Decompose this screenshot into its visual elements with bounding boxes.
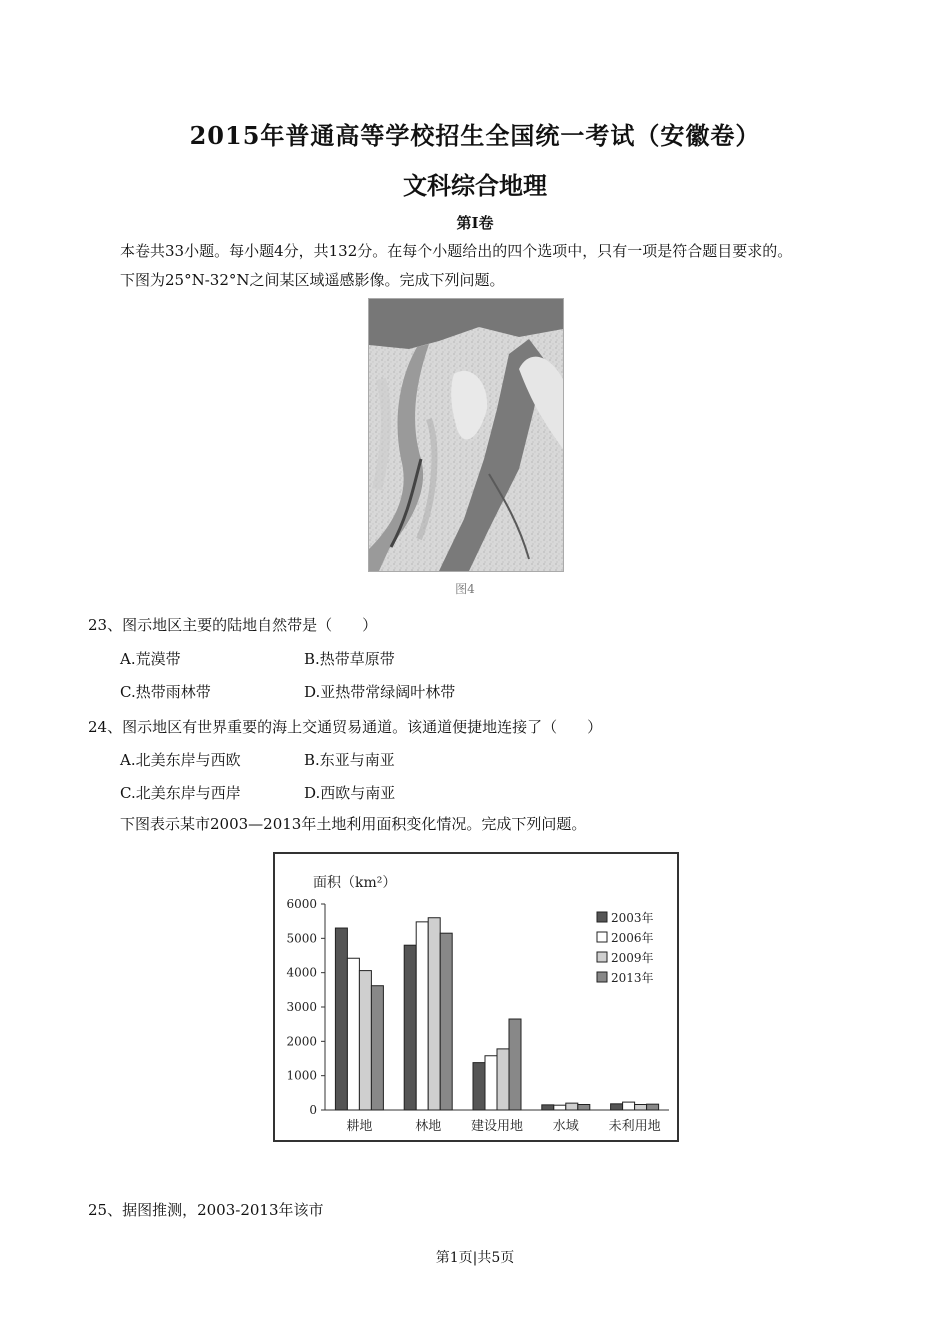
question-23-option-a: A.荒漠带 xyxy=(120,650,181,668)
question-24-option-c: C.北美东岸与西岸 xyxy=(120,784,241,802)
question-24-stem: 24、图示地区有世界重要的海上交通贸易通道。该通道便捷地连接了（ ） xyxy=(88,718,603,736)
question-23-option-c: C.热带雨林带 xyxy=(120,683,211,701)
y-tick-label: 1000 xyxy=(286,1068,317,1083)
bar-0-1 xyxy=(404,945,416,1110)
legend-swatch-0 xyxy=(597,912,607,922)
question-24-option-b: B.东亚与南亚 xyxy=(304,751,395,769)
exam-title: 2015年普通高等学校招生全国统一考试（安徽卷） xyxy=(189,121,761,150)
section-heading: 第Ⅰ卷 xyxy=(456,214,494,232)
bar-2-3 xyxy=(566,1103,578,1110)
legend-label-2: 2009年 xyxy=(611,951,654,965)
y-tick-label: 5000 xyxy=(286,931,317,946)
y-tick-label: 6000 xyxy=(286,897,317,911)
x-tick-label: 建设用地 xyxy=(470,1119,524,1134)
x-tick-label: 耕地 xyxy=(346,1119,373,1134)
bar-3-0 xyxy=(371,986,383,1110)
satellite-image xyxy=(368,298,564,572)
x-tick-label: 未利用地 xyxy=(608,1119,661,1134)
legend-swatch-2 xyxy=(597,952,607,962)
bar-0-3 xyxy=(542,1105,554,1110)
bar-0-0 xyxy=(335,928,347,1110)
y-tick-label: 0 xyxy=(309,1103,317,1117)
question-24-option-a: A.北美东岸与西欧 xyxy=(120,751,241,769)
x-tick-label: 水域 xyxy=(552,1119,579,1134)
legend-label-0: 2003年 xyxy=(611,911,654,925)
exam-subtitle: 文科综合地理 xyxy=(403,171,547,200)
bar-0-2 xyxy=(473,1063,485,1110)
question-24-option-d: D.西欧与南亚 xyxy=(304,784,396,802)
y-tick-label: 3000 xyxy=(286,1000,317,1014)
bar-3-3 xyxy=(578,1105,590,1110)
question-25-stem: 25、据图推测，2003-2013年该市 xyxy=(88,1201,324,1219)
bar-0-4 xyxy=(611,1104,623,1110)
satellite-caption: 图4 xyxy=(455,582,475,596)
figure-intro: 下图为25°N-32°N之间某区域遥感影像。完成下列问题。 xyxy=(120,271,505,289)
bar-3-2 xyxy=(509,1019,521,1110)
page-footer: 第1页|共5页 xyxy=(435,1250,515,1266)
bar-3-1 xyxy=(440,933,452,1110)
bar-2-2 xyxy=(497,1049,509,1110)
y-tick-label: 2000 xyxy=(286,1034,317,1049)
bar-3-4 xyxy=(647,1104,659,1110)
bar-1-0 xyxy=(347,958,359,1110)
question-23-stem: 23、图示地区主要的陆地自然带是（ ） xyxy=(88,616,378,634)
bar-2-1 xyxy=(428,918,440,1110)
land-use-chart xyxy=(273,852,679,1142)
chart-intro: 下图表示某市2003—2013年土地利用面积变化情况。完成下列问题。 xyxy=(120,815,587,833)
x-tick-label: 林地 xyxy=(415,1119,442,1134)
bar-2-0 xyxy=(359,971,371,1110)
y-tick-label: 4000 xyxy=(286,965,317,980)
question-23-option-b: B.热带草原带 xyxy=(304,650,395,668)
bar-1-3 xyxy=(554,1105,566,1110)
legend-label-3: 2013年 xyxy=(611,971,654,985)
chart-ylabel: 面积（km²） xyxy=(313,875,397,891)
intro-paragraph: 本卷共33小题。每小题4分，共132分。在每个小题给出的四个选项中，只有一项是符合题目要求的。 xyxy=(120,242,793,260)
legend-swatch-3 xyxy=(597,972,607,982)
legend-swatch-1 xyxy=(597,932,607,942)
bar-1-1 xyxy=(416,922,428,1110)
bar-1-2 xyxy=(485,1056,497,1110)
bar-2-4 xyxy=(635,1105,647,1110)
question-23-option-d: D.亚热带常绿阔叶林带 xyxy=(304,683,456,701)
legend-label-1: 2006年 xyxy=(611,931,654,945)
bar-1-4 xyxy=(623,1102,635,1110)
